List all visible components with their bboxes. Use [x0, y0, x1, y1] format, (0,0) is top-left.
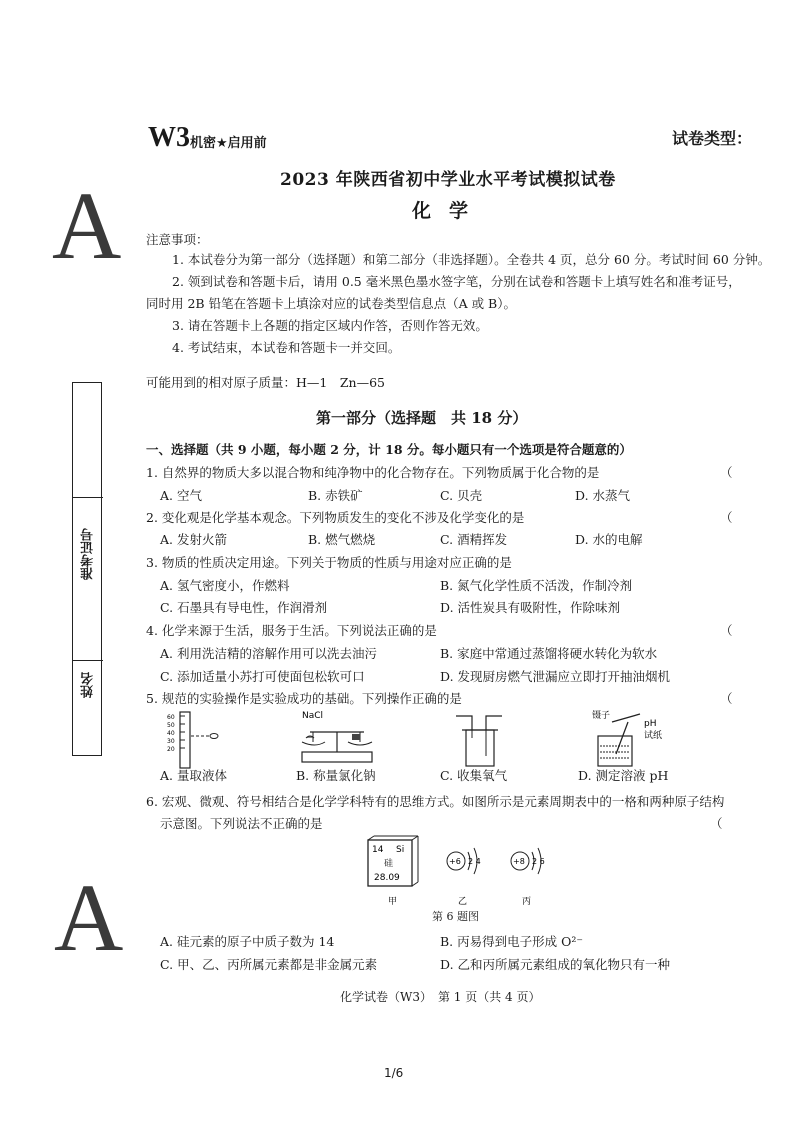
- q6-option-b: B. 丙易得到电子形成 O²⁻: [440, 934, 583, 949]
- atomic-mass-line: 可能用到的相对原子质量：H—1 Zn—65: [146, 375, 385, 390]
- cyl-tick: 60: [167, 714, 175, 721]
- q6-option-c: C. 甲、乙、丙所属元素都是非金属元素: [160, 957, 378, 972]
- ph-test-figure: [592, 709, 662, 766]
- notice-item-3: 3. 请在答题卡上各题的指定区域内作答，否则作答无效。: [172, 318, 488, 333]
- atom-b-diagram: [447, 848, 481, 874]
- nacl-label: NaCl: [302, 711, 324, 721]
- sidebar-divider: [72, 497, 103, 498]
- name-label: 姓名: [81, 672, 96, 698]
- page-indicator: 1/6: [384, 1066, 404, 1080]
- q4-option-a: A. 利用洗洁精的溶解作用可以洗去油污: [160, 646, 377, 661]
- cyl-tick: 40: [167, 730, 175, 737]
- q2-option-c: C. 酒精挥发: [440, 532, 508, 547]
- q2-option-d: D. 水的电解: [575, 532, 643, 547]
- cell-mass: 28.09: [374, 873, 400, 883]
- q3-option-b: B. 氮气化学性质不活泼，作制冷剂: [440, 578, 633, 593]
- question-6-stem-line1: 6. 宏观、微观、符号相结合是化学学科特有的思维方式。如图所示是元素周期表中的一格和两种原子结构: [146, 794, 725, 809]
- answer-paren: （: [720, 465, 733, 480]
- atom-c-diagram: [511, 848, 545, 874]
- atom-c-nucleus: +8: [513, 857, 525, 866]
- q5-option-b: B. 称量氯化钠: [296, 768, 376, 783]
- q1-option-c: C. 贝壳: [440, 488, 483, 503]
- q4-option-d: D. 发现厨房燃气泄漏应立即打开抽油烟机: [440, 669, 671, 684]
- tweezers-label: 镊子: [592, 711, 611, 721]
- notice-heading: 注意事项：: [146, 232, 209, 247]
- answer-paren: （: [720, 623, 733, 638]
- q2-option-a: A. 发射火箭: [160, 532, 227, 547]
- question-1-stem: 1. 自然界的物质大多以混合物和纯净物中的化合物存在。下列物质属于化合物的是: [146, 465, 600, 480]
- page-title: 2023 年陕西省初中学业水平考试模拟试卷: [280, 170, 616, 190]
- exam-number-label: 准考证号: [81, 528, 96, 580]
- q6-option-d: D. 乙和丙所属元素组成的氧化物只有一种: [440, 957, 671, 972]
- cell-symbol: Si: [396, 845, 405, 855]
- subject-title: 化学: [412, 200, 487, 222]
- side-letter-a-top: A: [52, 172, 122, 279]
- page-footer: 化学试卷（W3） 第 1 页（共 4 页）: [340, 990, 541, 1004]
- side-letter-a-bottom: A: [54, 864, 124, 971]
- ph-label: pH: [644, 719, 657, 729]
- notice-item-2: 2. 领到试卷和答题卡后，请用 0.5 毫米黑色墨水签字笔，分别在试卷和答题卡上填写姓名和准考证号，: [172, 274, 741, 289]
- gas-bottle-figure: [456, 716, 502, 766]
- notice-item-1: 1. 本试卷分为第一部分（选择题）和第二部分（非选择题）。全卷共 4 页，总分 60 分。考试时间 60 分钟。: [172, 252, 771, 267]
- answer-paren: （: [720, 510, 733, 525]
- notice-item-4: 4. 考试结束，本试卷和答题卡一并交回。: [172, 340, 401, 355]
- q3-option-c: C. 石墨具有导电性，作润滑剂: [160, 600, 328, 615]
- cyl-tick: 20: [167, 746, 175, 753]
- q3-option-d: D. 活性炭具有吸附性，作除味剂: [440, 600, 621, 615]
- q1-option-b: B. 赤铁矿: [308, 488, 363, 503]
- q6-figure: [360, 834, 580, 912]
- atom-b-shells: 2 4: [468, 857, 481, 866]
- sidebar-divider: [72, 660, 103, 661]
- q1-option-d: D. 水蒸气: [575, 488, 631, 503]
- q1-option-a: A. 空气: [160, 488, 202, 503]
- graduated-cylinder-figure: [167, 712, 218, 768]
- periodic-cell: [368, 836, 418, 886]
- notice-item-2-cont: 同时用 2B 铅笔在答题卡上填涂对应的试卷类型信息点（A 或 B）。: [146, 296, 516, 311]
- q5-option-a: A. 量取液体: [160, 768, 227, 783]
- q5-option-d: D. 测定溶液 pH: [578, 768, 669, 783]
- question-5-stem: 5. 规范的实验操作是实验成功的基础。下列操作正确的是: [146, 691, 462, 706]
- label-bing: 丙: [522, 897, 532, 907]
- q5-option-c: C. 收集氧气: [440, 768, 508, 783]
- confidential-mark: 机密★启用前: [190, 136, 267, 151]
- q4-option-b: B. 家庭中常通过蒸馏将硬水转化为软水: [440, 646, 658, 661]
- q4-option-c: C. 添加适量小苏打可使面包松软可口: [160, 669, 365, 684]
- q6-figure-caption: 第 6 题图: [432, 910, 479, 923]
- cell-name: 硅: [384, 859, 394, 869]
- section-heading: 一、选择题（共 9 小题，每小题 2 分，计 18 分。每小题只有一个选项是符合题意的）: [146, 442, 632, 457]
- cyl-tick: 30: [167, 738, 175, 745]
- cyl-tick: 50: [167, 722, 175, 729]
- q6-option-a: A. 硅元素的原子中质子数为 14: [160, 934, 335, 949]
- atom-c-shells: 2 6: [532, 857, 545, 866]
- q3-option-a: A. 氢气密度小，作燃料: [160, 578, 290, 593]
- q2-option-b: B. 燃气燃烧: [308, 532, 376, 547]
- question-3-stem: 3. 物质的性质决定用途。下列关于物质的性质与用途对应正确的是: [146, 555, 512, 570]
- paper-label: 试纸: [644, 731, 663, 741]
- q5-figures: [150, 708, 750, 770]
- paper-code: W3: [148, 122, 190, 153]
- label-yi: 乙: [458, 897, 468, 907]
- question-6-stem-line2: 示意图。下列说法不正确的是: [160, 816, 323, 831]
- part1-title: 第一部分（选择题 共 18 分）: [316, 409, 528, 427]
- question-4-stem: 4. 化学来源于生活，服务于生活。下列说法正确的是: [146, 623, 437, 638]
- answer-paren: （: [720, 691, 733, 706]
- cell-number: 14: [372, 845, 384, 855]
- balance-figure: [302, 711, 372, 762]
- answer-paren: （: [710, 816, 723, 831]
- label-jia: 甲: [388, 897, 398, 907]
- question-2-stem: 2. 变化观是化学基本观念。下列物质发生的变化不涉及化学变化的是: [146, 510, 525, 525]
- paper-type-label: 试卷类型：: [672, 129, 753, 148]
- atom-b-nucleus: +6: [449, 857, 461, 866]
